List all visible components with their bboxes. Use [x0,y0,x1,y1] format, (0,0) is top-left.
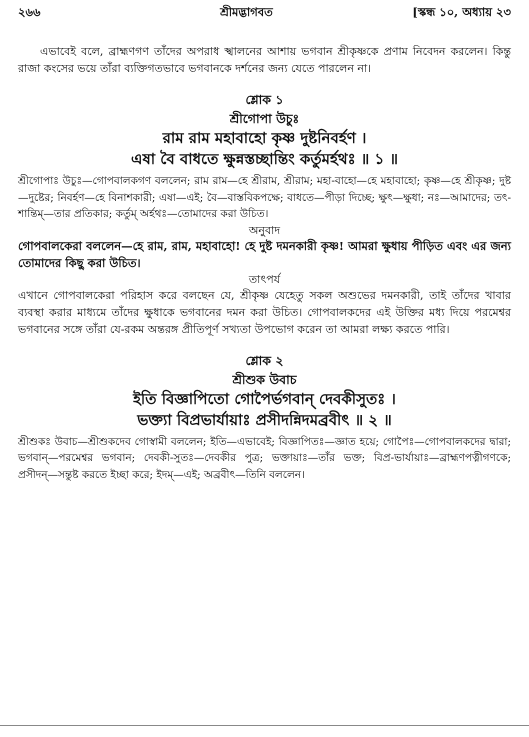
verse-1-number: শ্লোক ১ [245,92,284,107]
intro-paragraph: এভাবেই বলে, ব্রাহ্মণগণ তাঁদের অপরাধ স্খালনের আশায় ভগবান শ্রীকৃষ্ণকে প্রণাম নিবেদন করলেন। কিন্তু রাজা কংসের ভয়ে তাঁরা ব্যক্তিগতভাবে ভগবানকে দর্শনের জন্য যেতে পারলেন না। [18,45,511,75]
verse-2-line-1: ইতি বিজ্ঞাপিতো গোপৈর্ভগবান্ দেবকীসুতঃ । [133,389,396,408]
page-number: ২৬৬ [18,5,41,19]
verse-2-line-2: ভক্ত্যা বিপ্রভার্যায়াঃ প্রসীদন্নিদমব্রবীৎ ॥ ২ ॥ [137,410,392,429]
verse-1-line-1: রাম রাম মহাবাহো কৃষ্ণ দুষ্টনিবর্হণ । [162,129,367,147]
verse-2-number: শ্লোক ২ [245,352,284,368]
verse-1-line-2: এষা বৈ বাধতে ক্ষুন্নস্তচ্ছান্তিং কর্তুমর্হথঃ ॥ ১ ॥ [131,150,398,168]
bottom-divider [0,725,529,726]
verse-1-purport: এখানে গোপবালকেরা পরিহাস করে বলছেন যে, শ্রীকৃষ্ণ যেহেতু সকল অশুভের দমনকারী, তাই তাঁদের খাবার ব্যবস্থা করার মাধ্যমে তাঁদের ক্ষুধাকে ভগবানের দমন করা উচিত। গোপবালকদের এই উক্তির মধ্য দিয়ে পরমেশ্বর ভগবানের সঙ্গে তাঁরা যে-রকম অন্তরঙ্গ প্রীতিপূর্ণ সখ্যতা উপভোগ করেন তা আমরা লক্ষ্য করতে পারি। [18,288,511,336]
verse-2-synonyms: শ্রীশুকঃ উবাচ—শ্রীশুকদেব গোস্বামী বললেন; ইতি—এভাবেই; বিজ্ঞাপিতঃ—জ্ঞাত হয়ে; গোপৈঃ—গোপবালকদের দ্বারা; ভগবান্—পরমেশ্বর ভগবান; দেবকী-সুতঃ—দেবকীর পুত্র; ভক্তায়াঃ—তাঁর ভক্ত; বিপ্র-ভার্যায়াঃ—ব্রাহ্মণপত্নীগণকে; প্রসীদন্—সন্তুষ্ট করতে ইচ্ছা করে; ইদম্—এই; অব্রবীৎ—তিনি বললেন। [18,435,511,481]
chapter-reference: [স্কন্ধ ১০, অধ্যায় ২৩ [412,5,511,19]
verse-2-speaker: শ্রীশুক উবাচ [232,371,297,387]
page-header [18,4,511,26]
verse-1-translation: গোপবালকেরা বললেন—হে রাম, রাম, মহাবাহো! হে দুষ্ট দমনকারী কৃষ্ণ! আমরা ক্ষুধায় পীড়িত এবং এর জন্য তোমাদের কিছু করা উচিত। [18,238,511,270]
purport-heading: তাৎপর্য [248,272,281,286]
verse-2-block [18,352,511,431]
book-title: শ্রীমদ্ভাগবত [220,5,273,19]
page [18,4,511,483]
translation-heading: অনুবাদ [248,223,281,237]
verse-1-speaker: শ্রীগোপা উচুঃ [229,111,300,126]
verse-1-synonyms: শ্রীগোপাঃ উচুঃ—গোপবালকগণ বললেন; রাম রাম—হে শ্রীরাম, শ্রীরাম; মহা-বাহো—হে মহাবাহো; কৃষ্ণ—হে শ্রীকৃষ্ণ; দুষ্ট—দুষ্টের; নিবর্হণ—হে বিনাশকারী; এষা—এই; বৈ—বাস্তবিকপক্ষে; বাধতে—পীড়া দিচ্ছে; ক্ষুৎ—ক্ষুধা; নঃ—আমাদের; তৎ-শান্তিম্—তার প্রতিকার; কর্তুম্ অর্হথঃ—তোমাদের করা উচিত। [18,175,511,220]
verse-1-block [18,91,511,170]
